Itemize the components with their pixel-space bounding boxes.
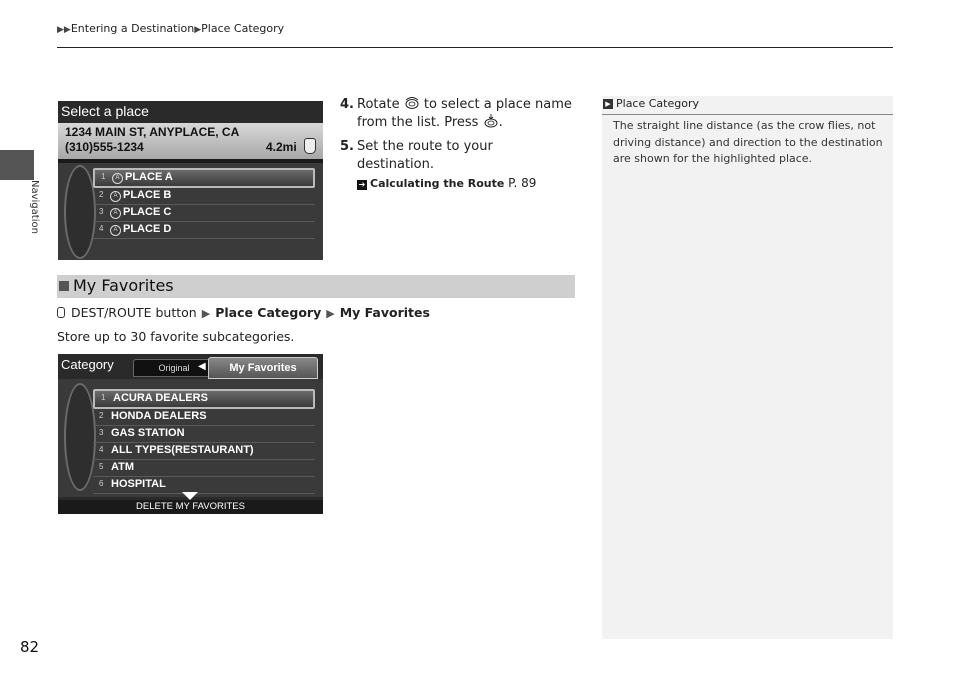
instruction-steps: [340, 96, 572, 199]
screen-title: Select a place: [61, 103, 149, 119]
sidebar-note: [602, 96, 893, 639]
path-arrow-icon: ▶: [326, 307, 335, 320]
note-body: The straight line distance (as the crow flies, not driving distance) and direction to the destination are shown for the highlighted place.: [613, 119, 883, 165]
distance-text: 4.2mi: [266, 140, 297, 154]
note-reference-icon: ▶: [603, 99, 613, 109]
screenshot-my-favorites: [58, 354, 323, 514]
place-list-item[interactable]: 4 A PLACE D: [93, 222, 315, 239]
note-title: Place Category: [616, 97, 699, 110]
note-header: [602, 96, 893, 115]
phone-text: (310)555-1234: [65, 140, 144, 154]
breadcrumb-item-place-category[interactable]: Place Category: [201, 22, 285, 35]
step-5: 5. Set the route to your destination. ➔ Calculating the Route P. 89: [340, 139, 537, 190]
favorite-list-item[interactable]: 1 ACURA DEALERS: [93, 389, 315, 409]
favorite-list-item[interactable]: 2 HONDA DEALERS: [93, 409, 315, 426]
favorite-list-item[interactable]: 6 HOSPITAL: [93, 477, 315, 494]
rotate-dial-icon: [404, 96, 420, 110]
step-4: 4. Rotate to select a place name from the list. Press .: [340, 97, 572, 130]
address-box: [58, 123, 323, 159]
section-heading-bar: [57, 275, 575, 298]
cross-reference-link[interactable]: ➔ Calculating the Route P. 89: [358, 176, 537, 190]
tab-original[interactable]: Original: [133, 359, 215, 377]
favorite-list-item[interactable]: 5 ATM: [93, 460, 315, 477]
delete-favorites-button[interactable]: DELETE MY FAVORITES: [58, 500, 323, 514]
scroll-down-arrow-icon[interactable]: [182, 492, 198, 500]
screen-title-bar: [58, 101, 323, 123]
place-list-item[interactable]: 3 A PLACE C: [93, 205, 315, 222]
breadcrumb: [57, 22, 284, 35]
place-category-icon: A: [110, 191, 121, 202]
place-category-icon: A: [110, 208, 121, 219]
place-category-icon: A: [110, 225, 121, 236]
breadcrumb-item-entering-destination[interactable]: Entering a Destination: [70, 22, 195, 35]
section-heading: My Favorites: [73, 276, 174, 295]
dial-wheel-icon: [64, 165, 96, 259]
tab-left-arrow-icon: ◀: [198, 361, 206, 372]
place-list: [93, 168, 315, 239]
place-list-item[interactable]: 1 A PLACE A: [93, 168, 315, 188]
reference-arrow-icon: ➔: [358, 180, 366, 189]
direction-icon: [304, 138, 316, 154]
header-divider: [57, 47, 893, 48]
breadcrumb-arrow-icon: ▶: [194, 25, 202, 35]
press-dial-icon: [483, 114, 499, 128]
page-number: 82: [20, 638, 40, 656]
place-list-item[interactable]: 2 A PLACE B: [93, 188, 315, 205]
favorites-list: [93, 389, 315, 494]
favorite-list-item[interactable]: 4 ALL TYPES(RESTAURANT): [93, 443, 315, 460]
address-text: 1234 MAIN ST, ANYPLACE, CA: [65, 125, 240, 139]
side-tab-label: Navigation: [29, 180, 40, 234]
dial-wheel-icon: [64, 383, 96, 491]
side-tab-marker: [0, 150, 34, 180]
breadcrumb-arrow-icon: ▶▶: [57, 25, 71, 35]
menu-path: DEST/ROUTE button ▶ Place Category ▶ My Favorites: [57, 305, 430, 320]
tab-my-favorites[interactable]: My Favorites: [208, 357, 318, 379]
place-category-icon: A: [112, 173, 123, 184]
favorites-list-area: [58, 379, 323, 497]
path-arrow-icon: ▶: [201, 307, 211, 320]
section-description: Store up to 30 favorite subcategories.: [57, 329, 295, 344]
favorite-list-item[interactable]: 3 GAS STATION: [93, 426, 315, 443]
voice-command-icon: [57, 307, 65, 318]
screen-title: Category: [61, 357, 114, 372]
screenshot-select-place: [58, 101, 323, 260]
place-list-area: [58, 163, 323, 260]
section-square-icon: [59, 281, 69, 291]
